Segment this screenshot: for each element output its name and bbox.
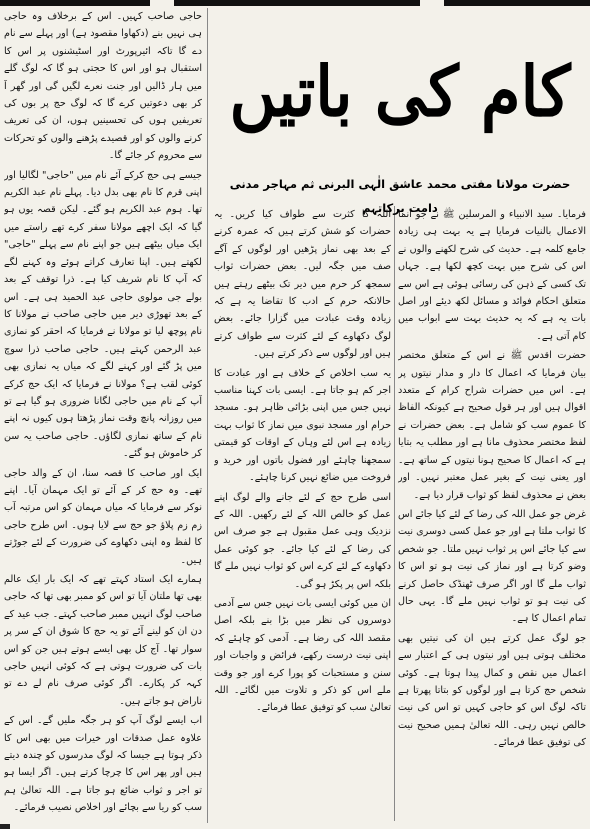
paragraph: اللہ کا کثرت سے طواف کیا کریں۔ یہ حضرات کو شش کرتے ہیں کہ عمرہ کرنے کے بعد بھی نماز پڑھیں اور لوگوں کے آگے صف میں جگہ لیں۔ بعض حضرات ثواب سمجھ کر حرم میں دیر تک بیٹھے رہتے ہیں حالانکہ حرم کے ادب کا تقاضا یہ ہے کہ زیادہ وقت عبادت میں گزارا جائے۔ بعض لوگ دکھاوے کے لئے کثرت سے طواف کرتے ہیں اور لوگوں سے ذکر کرتے ہیں۔ [214,209,391,360]
paragraph: ان میں کوئی ایسی بات نہیں جس سے آدمی دوسروں کی نظر میں بڑا بنے بلکہ اصل مقصد اللہ کی رضا ہے۔ آدمی کو چاہئے کہ اپنی نیت درست رکھے، فرائض و واجبات اور سنن و مستحبات کو پورا کرے اور جو وقت ملے اس کو ذکر و تلاوت میں لگائے۔ اللہ تعالیٰ سب کو توفیق عطا فرمائے۔ [214,597,391,714]
paragraph: ایک اور صاحب کا قصہ سنا، ان کے والد حاجی تھے۔ وہ حج کر کے آئے تو ایک مہمان آیا۔ اپنے نوکر سے فرمایا کہ میاں مہمان کو اس مرتبہ آب زم زم پلاؤ جو حج سے لایا ہوں۔ اس طرح حاجی کا لفظ وہ اپنی دکھاوے کی ضرورت کے لئے جوڑتے ہیں۔ [4,467,202,566]
left-column [4,8,202,823]
column-divider [394,206,395,821]
article-byline: حضرت مولانا مفتی محمد عاشق الٰہی البرنی ثم مہاجر مدنی دامت برکاتہم [229,177,571,215]
paragraph: ہمارے ایک استاد کہتے تھے کہ ایک بار ایک عالم بھی تھا ملتان آیا تو اس کو ممبر بھی تھا کہ حاجی صاحب لوگ انہیں ممبر صاحب کہتے۔ جب عید کے دن ان کو لینے آئے تو یہ حج کا شوق ان کے سر پر سوار تھا۔ آج کل بھی ایسے ہوتے ہیں جن کو اس بات کی ضرورت ہوتی ہے کہ کوئی انہیں حاجی کہہ کر پکارے۔ اگر کوئی صرف نام لے دے تو ناراض ہو جاتے ہیں۔ [4,574,202,707]
right-column [398,206,586,823]
top-border-notch [420,0,444,6]
paragraph: حاجی صاحب کہیں۔ اس کے برخلاف وہ حاجی ہی نہیں بنے (دکھاوا مقصود ہے) اور پہلے سے نام دے گا تاکہ ائیرپورٹ اور اسٹیشنوں پر اس کا استقبال ہو اور اس کا حجتی ہو گا کہ لوگ گلے میں ہار ڈالیں اور جنت نعرے لگیں گی اور گھر آ کر بھی دعوتیں کرے گا کہ لوگ حج پر بوں کی تعریفیں ہوں کی تحسینیں ہوں، ان کی تعریف کرنے والوں کو اور قصیدے پڑھنے والوں کو تحرکات سے محروم کر جائے گا۔ [4,11,202,162]
paragraph: یہ سب اخلاص کے خلاف ہے اور عبادت کا اجر کم ہو جاتا ہے۔ ایسی بات کہنا مناسب نہیں جس میں اپنی بڑائی ظاہر ہو۔ مسجد حرام اور مسجد نبوی میں نماز کا ثواب بہت زیادہ ہے اس لئے وہاں کے اوقات کو قیمتی سمجھنا چاہئے اور فضول باتوں اور خرید و فروخت میں ضائع نہیں کرنا چاہئے۔ [214,367,391,484]
column-divider [207,8,208,823]
paragraph: اب ایسے لوگ آپ کو ہر جگہ ملیں گے۔ اس کے علاوہ عمل صدقات اور خیرات میں بھی اس کا ذکر ہوتا ہے جیسا کہ لوگ مدرسوں کو چندہ دیتے ہیں اور پھر اس کا چرچا کرتے ہیں۔ اگر ایسا ہو تو اجر و ثواب ضائع ہو جاتا ہے۔ اللہ تعالیٰ ہم سب کو ریا سے بچائے اور اخلاص نصیب فرمائے۔ [4,715,202,814]
paragraph: جو لوگ عمل کرتے ہیں ان کی نیتیں بھی مختلف ہوتی ہیں اور نیتوں ہی کے اعتبار سے اعمال میں نقص و کمال پیدا ہوتا ہے۔ کوئی شخص حج کرتا ہے اور لوگوں کو بتاتا پھرتا ہے تاکہ لوگ اس کو حاجی کہیں تو اس کی نیت خالص نہیں رہی۔ اللہ تعالیٰ ہمیں صحیح نیت کی توفیق عطا فرمائے۔ [398,632,586,749]
paragraph: جیسے ہی حج کرکے آئے نام میں "حاجی" لگالیا اور اپنی قرم کا نام بھی بدل دیا۔ پہلے نام عبد الکریم تھا۔ ہوم عبد الکریم ہو گئے۔ لیکن قصہ یوں ہو گیا کہ ایک اچھے مولانا سفر کرے تھے راستے میں ایک میاں بیٹھے ہیں جو اپنے نام سے پہلے "حاجی" لکھتے ہیں۔ اپنا تعارف کراتے ہوئے وہ کہنے لگے کہ آپ کا نام شریف کیا ہے۔ ذرا توقف کے بعد بولے جی مولوی حاجی عبد الحمید ہی ہے۔ اس کے بعد تھوڑی دیر میں حاجی صاحب نے مولانا کا نام پوچھ لیا تو مولانا نے فرمایا کہ احقر کو نمازی عبد الرحمن کہتے ہیں۔ حاجی صاحب ذرا سوچ میں پڑ گئے اور کہنے لگے کہ میاں یہ نمازی بھی کوئی لقب ہے؟ مولانا نے فرمایا کہ ایک حج کرکے آپ کے نام میں حاجی لگانا ضروری ہو گیا ہے تو میں روزانہ پانچ وقت نماز پڑھتا ہوں کیوں نہ اپنے نام کے ساتھ نمازی لگاؤں۔ حاجی صاحب یہ سن کر خاموش ہو گئے۔ [4,169,202,460]
page-corner-mark [0,824,10,829]
middle-column [214,206,391,823]
top-border-notch [150,0,174,6]
top-border [0,0,590,6]
article-headline: کام کی باتیں [229,51,571,133]
paragraph: غرض جو عمل اللہ کی رضا کے لئے کیا جائے اس کا ثواب ملتا ہے اور جو عمل کسی دوسری نیت سے کیا جائے اس پر ثواب نہیں ملتا۔ جو شخص وضو کرتا ہے اور نماز کی نیت ہو تو اس کا ثواب ملے گا اور اگر صرف ٹھنڈک حاصل کرنے کی نیت ہو تو ثواب نہیں ملے گا۔ یہی حال تمام اعمال کا ہے۔ [398,508,586,625]
paragraph: اسی طرح حج کے لئے جانے والے لوگ اپنے عمل کو خالص اللہ کے لئے رکھیں۔ اللہ کے نزدیک وہی عمل مقبول ہے جو صرف اس کی رضا کے لئے کیا جائے۔ جو کوئی عمل دکھاوے کے لئے کرے اس کو ثواب نہیں ملے گا بلکہ اس پر پکڑ ہو گی۔ [214,491,391,590]
paragraph: فرمایا۔ سید الانبیاء و المرسلین ﷺ نے جو انما الاعمال بالنیات فرمایا ہے یہ بہت ہی زیادہ جامع کلمہ ہے۔ حدیث کی شرح لکھنے والوں نے اس کی شرح میں بہت کچھ لکھا ہے۔ جہاں تک کسی کے ذہن کی رسائی ہوئی ہے اس سے متعلق احکام فوائد و مسائل لکھ دیئے اور اصل بات یہ ہے کہ یہ حدیث بہت سے ابواب میں کام آتی ہے۔ [398,209,586,342]
paragraph: حضرت اقدس ﷺ نے اس کے متعلق مختصر بیان فرمایا کہ اعمال کا دار و مدار نیتوں پر ہے۔ اس میں حضرات شراح کرام کے متعدد اقوال ہیں اور ہر قول صحیح ہے کیونکہ الفاظ کا عموم سب کو شامل ہے۔ بعض حضرات نے لفظ مختصر محذوف مانا ہے اور مطلب یہ بتایا ہے کہ اعمال کا صحیح ہونا نیتوں کے ساتھ ہے۔ اور یعنی نیت کے بغیر عمل معتبر نہیں۔ اور بعض نے محذوف لفظ کو ثواب قرار دیا ہے۔ [398,350,586,501]
